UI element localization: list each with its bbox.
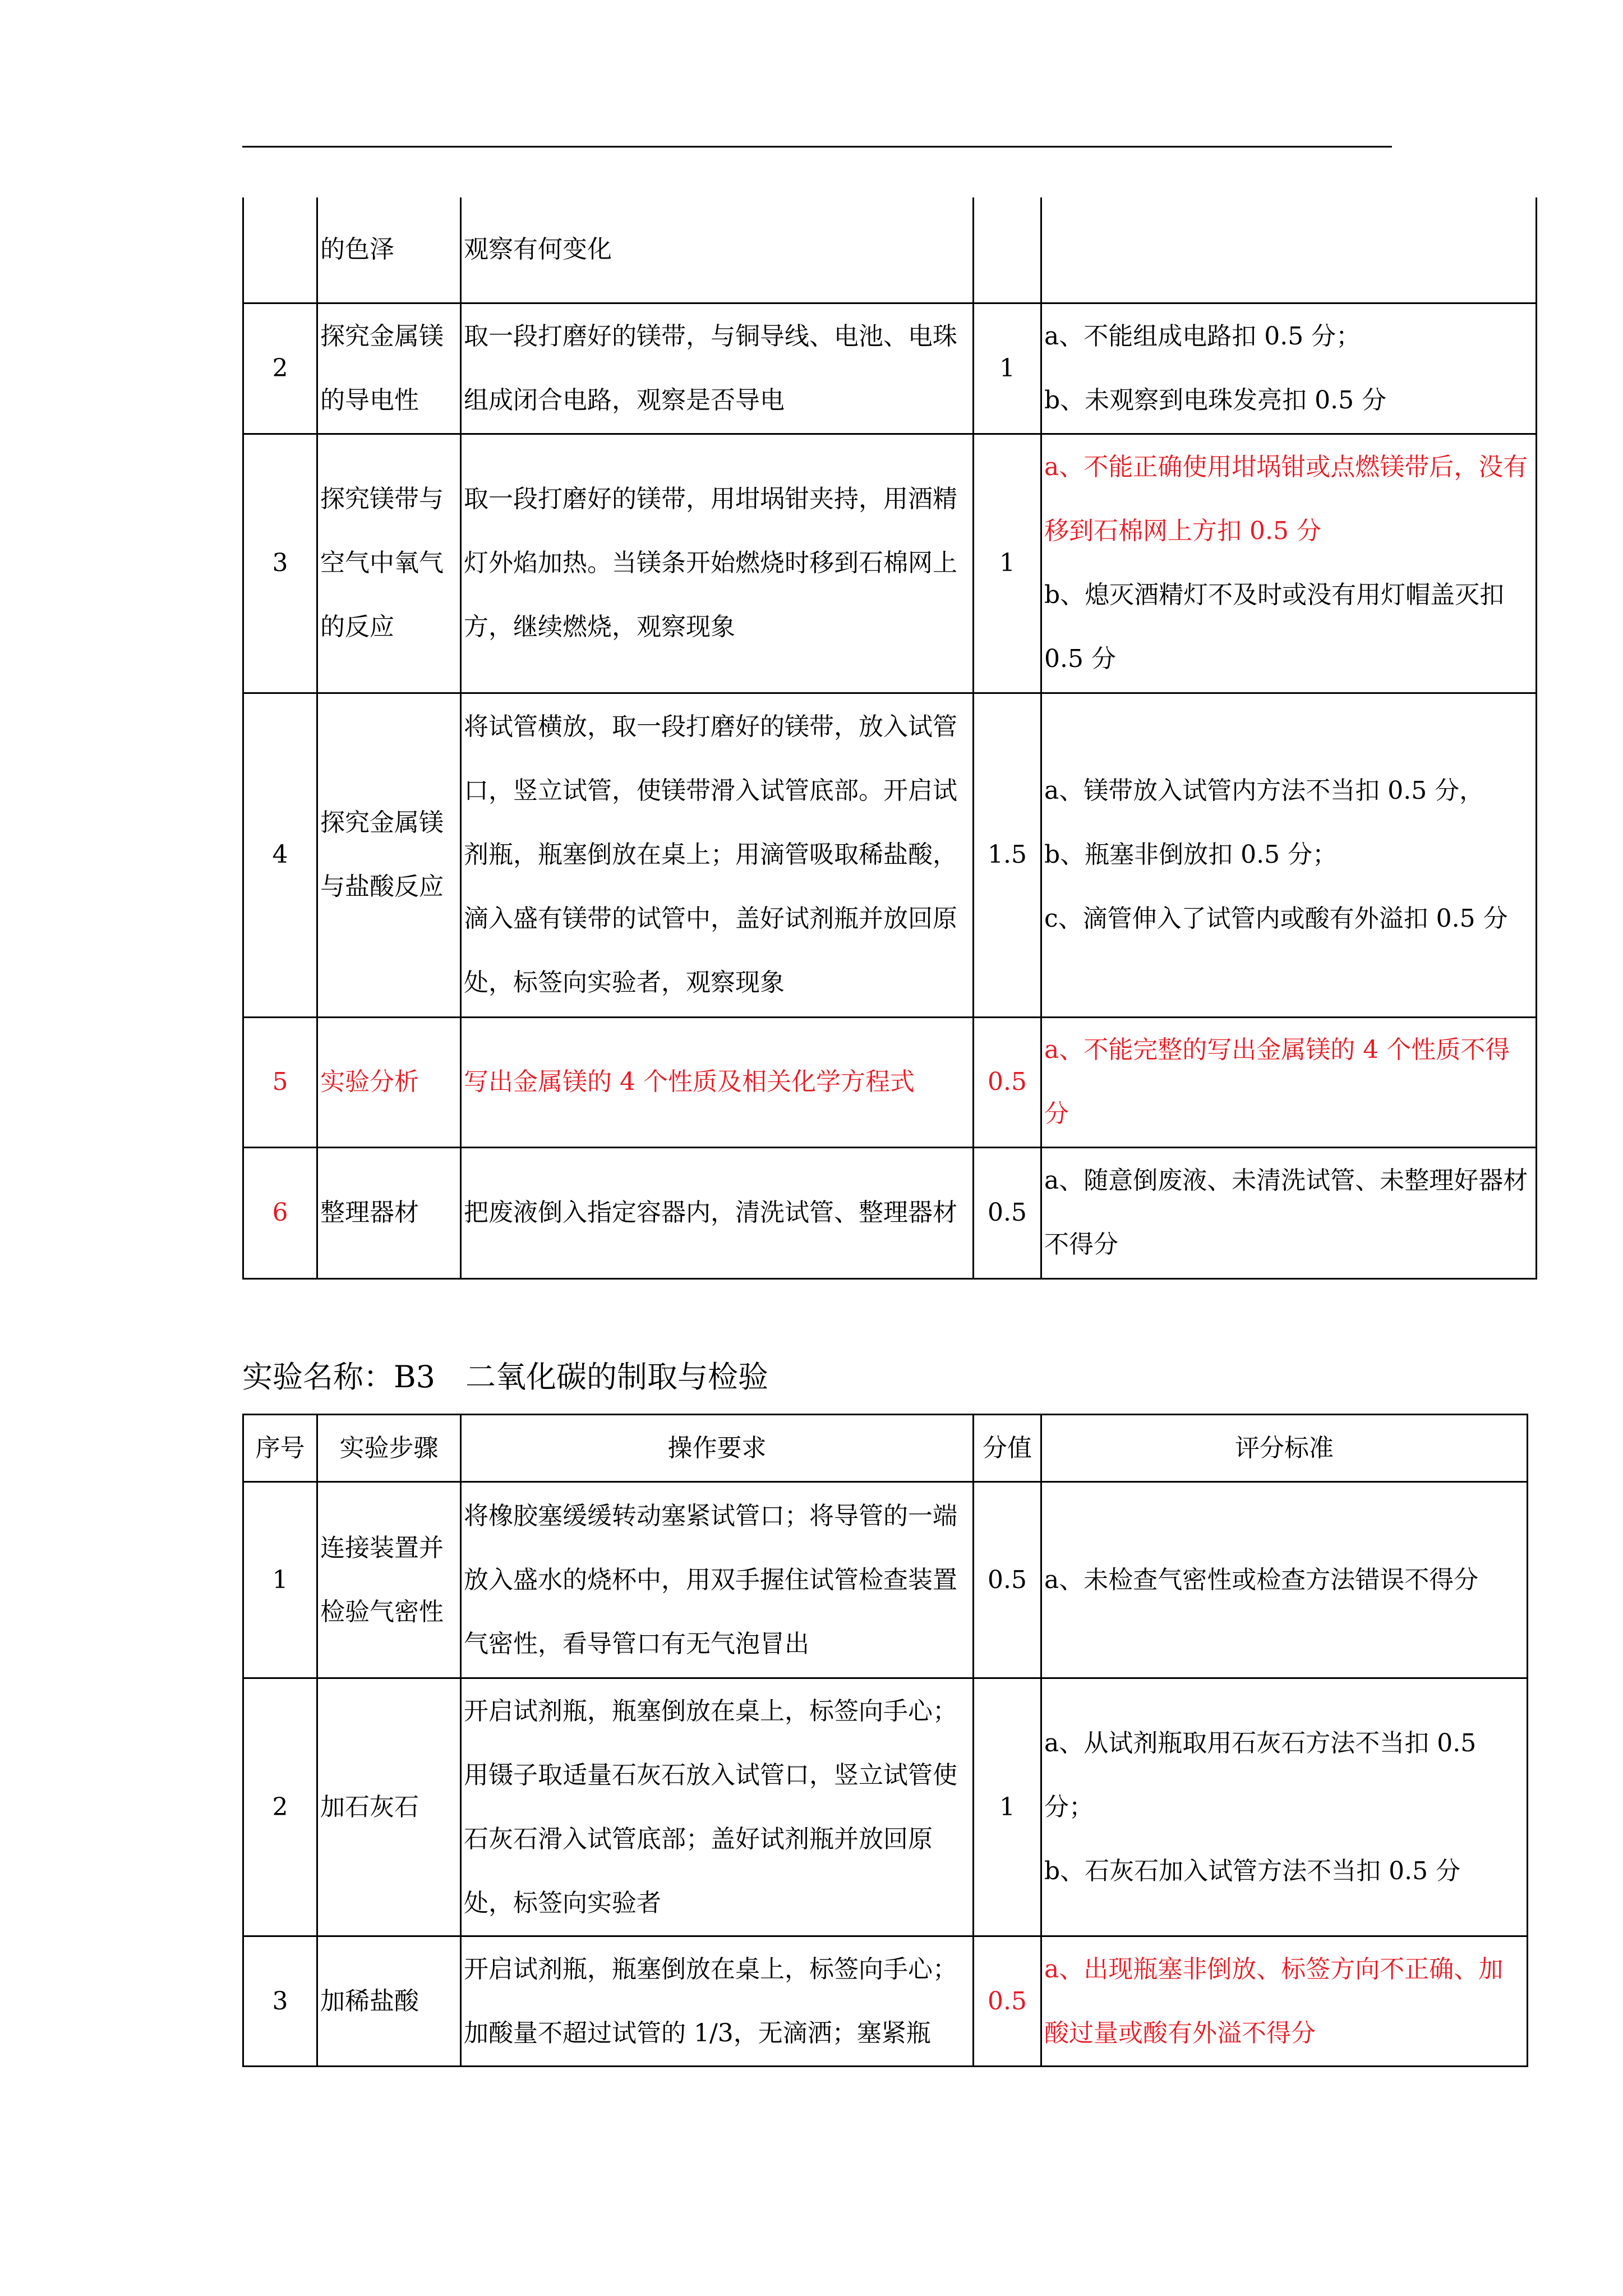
scoring-criteria xyxy=(1041,693,1537,1017)
operation-requirement: 观察有何变化 xyxy=(461,197,974,303)
header-requirement: 操作要求 xyxy=(461,1415,974,1482)
step-name: 整理器材 xyxy=(317,1147,461,1278)
operation-requirement: 把废液倒入指定容器内，清洗试管、整理器材 xyxy=(461,1147,974,1278)
criteria-item: b、瓶塞非倒放扣 0.5 分； xyxy=(1044,840,1338,869)
table-row xyxy=(243,1482,1528,1678)
row-number: 4 xyxy=(243,693,317,1017)
table-row xyxy=(243,197,1537,303)
scoring-criteria xyxy=(1041,1482,1528,1678)
row-number: 1 xyxy=(243,1482,317,1678)
table-row xyxy=(243,1936,1528,2067)
scoring-criteria xyxy=(1041,1017,1537,1147)
scoring-table-b3 xyxy=(242,1414,1528,2067)
row-number: 3 xyxy=(243,1936,317,2067)
operation-requirement: 将橡胶塞缓缓转动塞紧试管口；将导管的一端放入盛水的烧杯中，用双手握住试管检查装置气密性，看导管口有无气泡冒出 xyxy=(461,1482,974,1678)
score-value xyxy=(974,197,1041,303)
operation-requirement: 取一段打磨好的镁带，与铜导线、电池、电珠组成闭合电路，观察是否导电 xyxy=(461,303,974,434)
experiment-title: 实验名称：B3 二氧化碳的制取与检验 xyxy=(242,1359,769,1395)
score-value: 1.5 xyxy=(974,693,1041,1017)
scoring-criteria xyxy=(1041,1936,1528,2067)
step-name: 加稀盐酸 xyxy=(317,1936,461,2067)
criteria-item: a、不能正确使用坩埚钳或点燃镁带后，没有移到石棉网上方扣 0.5 分 xyxy=(1044,453,1528,545)
score-value: 0.5 xyxy=(974,1936,1041,2067)
header-step: 实验步骤 xyxy=(317,1415,461,1482)
score-value: 0.5 xyxy=(974,1017,1041,1147)
step-name: 的色泽 xyxy=(317,197,461,303)
criteria-item: b、石灰石加入试管方法不当扣 0.5 分 xyxy=(1044,1856,1461,1885)
header-no: 序号 xyxy=(243,1415,317,1482)
step-name: 探究金属镁与盐酸反应 xyxy=(317,693,461,1017)
step-name: 探究镁带与空气中氧气的反应 xyxy=(317,434,461,693)
scoring-criteria xyxy=(1041,197,1537,303)
scoring-table-continued xyxy=(242,197,1537,1280)
row-number xyxy=(243,197,317,303)
criteria-item: a、镁带放入试管内方法不当扣 0.5 分， xyxy=(1044,776,1484,805)
scoring-criteria xyxy=(1041,1147,1537,1278)
scoring-criteria xyxy=(1041,303,1537,434)
row-number: 5 xyxy=(243,1017,317,1147)
criteria-item: b、熄灭酒精灯不及时或没有用灯帽盖灭扣 0.5 分 xyxy=(1044,581,1505,673)
operation-requirement: 将试管横放，取一段打磨好的镁带，放入试管口，竖立试管，使镁带滑入试管底部。开启试剂瓶，瓶塞倒放在桌上；用滴管吸取稀盐酸，滴入盛有镁带的试管中，盖好试剂瓶并放回原处，标签向实验者，观察现象 xyxy=(461,693,974,1017)
table-row xyxy=(243,1147,1537,1278)
criteria-item: c、滴管伸入了试管内或酸有外溢扣 0.5 分 xyxy=(1044,904,1508,933)
step-name: 连接装置并检验气密性 xyxy=(317,1482,461,1678)
criteria-item: a、从试剂瓶取用石灰石方法不当扣 0.5 分； xyxy=(1044,1728,1477,1821)
scoring-criteria xyxy=(1041,434,1537,693)
operation-requirement: 取一段打磨好的镁带，用坩埚钳夹持，用酒精灯外焰加热。当镁条开始燃烧时移到石棉网上方，继续燃烧，观察现象 xyxy=(461,434,974,693)
row-number: 6 xyxy=(243,1147,317,1278)
header-score: 分值 xyxy=(974,1415,1041,1482)
operation-requirement: 开启试剂瓶，瓶塞倒放在桌上，标签向手心；加酸量不超过试管的 1/3，无滴洒；塞紧瓶 xyxy=(461,1936,974,2067)
criteria-item: a、不能完整的写出金属镁的 4 个性质不得分 xyxy=(1044,1036,1510,1128)
score-value: 0.5 xyxy=(974,1482,1041,1678)
header-criteria: 评分标准 xyxy=(1041,1415,1528,1482)
scoring-criteria xyxy=(1041,1678,1528,1936)
step-name: 加石灰石 xyxy=(317,1678,461,1936)
score-value: 1 xyxy=(974,434,1041,693)
criteria-item: a、随意倒废液、未清洗试管、未整理好器材不得分 xyxy=(1044,1166,1528,1259)
table-row xyxy=(243,693,1537,1017)
criteria-item: b、未观察到电珠发亮扣 0.5 分 xyxy=(1044,385,1387,415)
score-value: 1 xyxy=(974,1678,1041,1936)
criteria-item: a、出现瓶塞非倒放、标签方向不正确、加酸过量或酸有外溢不得分 xyxy=(1044,1954,1504,2047)
operation-requirement: 写出金属镁的 4 个性质及相关化学方程式 xyxy=(461,1017,974,1147)
row-number: 2 xyxy=(243,303,317,434)
table-row xyxy=(243,1017,1537,1147)
table-header-row xyxy=(243,1415,1528,1482)
criteria-item: a、未检查气密性或检查方法错误不得分 xyxy=(1044,1565,1479,1594)
criteria-item: a、不能组成电路扣 0.5 分； xyxy=(1044,321,1361,351)
table-row xyxy=(243,434,1537,693)
header-rule xyxy=(242,146,1392,148)
step-name: 探究金属镁的导电性 xyxy=(317,303,461,434)
step-name: 实验分析 xyxy=(317,1017,461,1147)
operation-requirement: 开启试剂瓶，瓶塞倒放在桌上，标签向手心；用镊子取适量石灰石放入试管口，竖立试管使石灰石滑入试管底部；盖好试剂瓶并放回原处，标签向实验者 xyxy=(461,1678,974,1936)
score-value: 0.5 xyxy=(974,1147,1041,1278)
row-number: 2 xyxy=(243,1678,317,1936)
row-number: 3 xyxy=(243,434,317,693)
table-row xyxy=(243,1678,1528,1936)
score-value: 1 xyxy=(974,303,1041,434)
table-row xyxy=(243,303,1537,434)
